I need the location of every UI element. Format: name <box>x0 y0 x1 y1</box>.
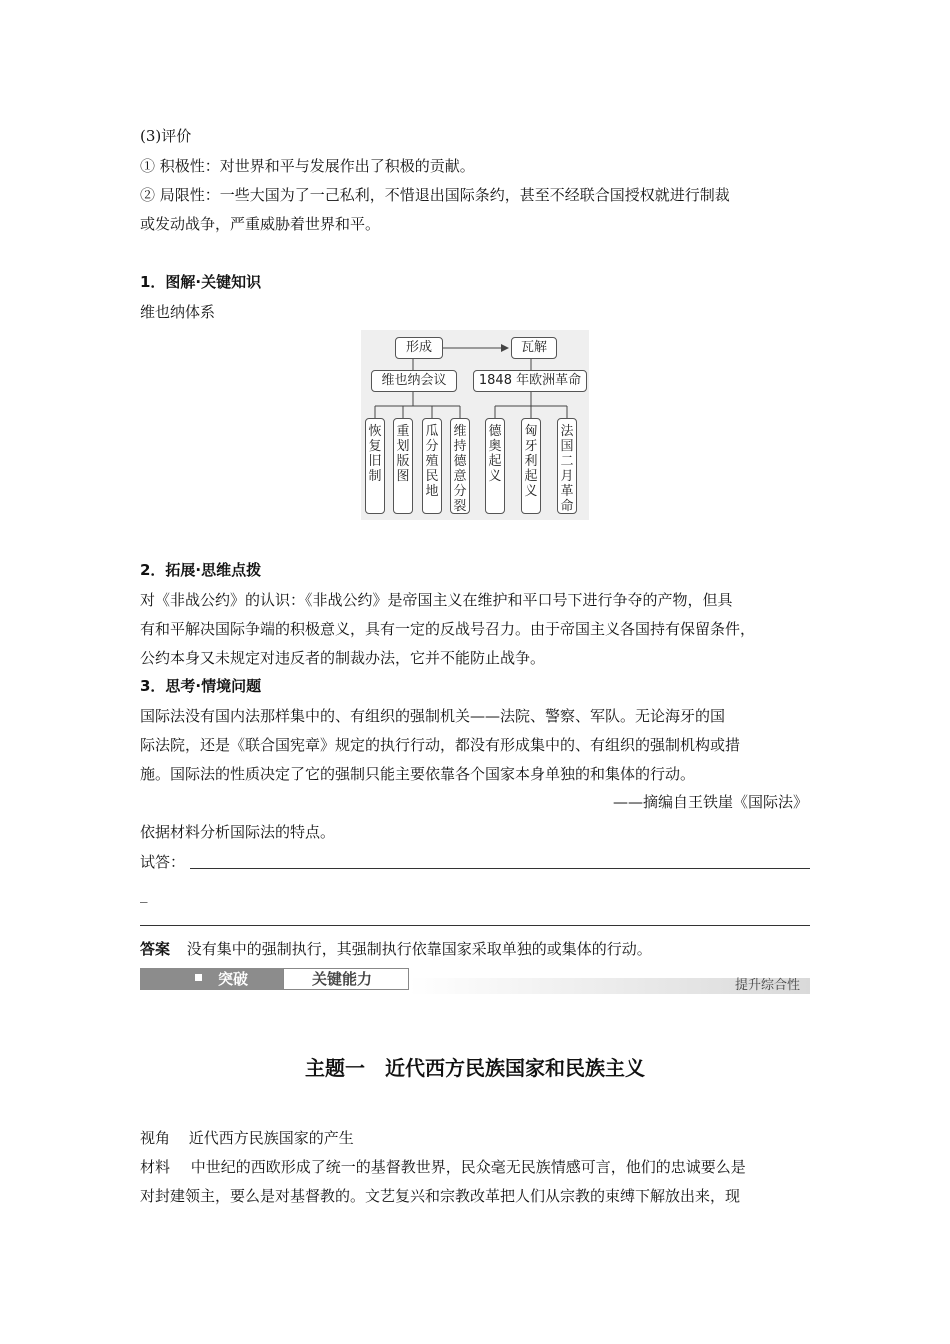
revolution-1848-box: 1848 年欧洲革命 <box>473 370 587 392</box>
banner-right-text: 提升综合性 <box>734 978 800 993</box>
section-banner <box>140 966 810 994</box>
divide-colonies-box: 瓜分殖民地 <box>422 418 442 514</box>
material-line-2: 对封建领主，要么是对基督教的。文艺复兴和宗教改革把人们从宗教的束缚下解放出来，现 <box>140 1187 741 1205</box>
banner-label: 关键能力 <box>312 970 373 988</box>
section1-subtitle: 维也纳体系 <box>140 303 216 321</box>
eval-point-2-line-1: ② 局限性：一些大国为了一己私利，不惜退出国际条约，甚至不经联合国授权就进行制裁 <box>140 186 730 204</box>
answer-input-line-2[interactable] <box>140 925 810 926</box>
answer-label: 答案 <box>140 940 171 958</box>
collapse-box: 瓦解 <box>511 337 557 359</box>
answer-text: 没有集中的强制执行，其强制执行依靠国家采取单独的或集体的行动。 <box>186 940 652 958</box>
formation-box: 形成 <box>395 337 443 359</box>
section2-line-3: 公约本身又未规定对违反者的制裁办法，它并不能防止战争。 <box>140 649 546 667</box>
answer-input-line-1[interactable] <box>190 868 810 869</box>
eval-point-2-line-2: 或发动战争，严重威胁着世界和平。 <box>140 215 381 233</box>
section2-line-2: 有和平解决国际争端的积极意义，具有一定的反战号召力。由于帝国主义各国持有保留条件， <box>140 620 756 638</box>
square-icon <box>195 974 202 981</box>
eval-point-1: ① 积极性：对世界和平与发展作出了积极的贡献。 <box>140 157 475 175</box>
material-line-1: 中世纪的西欧形成了统一的基督教世界，民众毫无民族情感可言，他们的忠诚要么是 <box>190 1158 746 1176</box>
section3-line-2: 际法院，还是《联合国宪章》规定的执行行动，都没有形成集中的、有组织的强制机构或措 <box>140 736 741 754</box>
theme-title: 主题一 近代西方民族国家和民族主义 <box>305 1056 645 1080</box>
french-february-revolution-box: 法国二月革命 <box>557 418 577 514</box>
material-label: 材料 <box>140 1158 171 1176</box>
german-austrian-uprising-box: 德奥起义 <box>485 418 505 514</box>
section2-line-1: 对《非战公约》的认识：《非战公约》是帝国主义在维护和平口号下进行争夺的产物，但具 <box>140 591 733 609</box>
keep-germany-italy-divided-box: 维持德意分裂 <box>450 418 470 514</box>
answer-continuation-mark: _ <box>140 885 148 903</box>
section3-line-3: 施。国际法的性质决定了它的强制只能主要依靠各个国家本身单独的和集体的行动。 <box>140 765 696 783</box>
vienna-system-diagram <box>361 330 589 520</box>
answer-row <box>140 939 652 959</box>
redraw-map-box: 重划版图 <box>393 418 413 514</box>
eval-heading: (3)评价 <box>140 127 192 145</box>
section1-title: 1．图解·关键知识 <box>140 273 262 291</box>
banner-tag-bg <box>140 968 283 990</box>
material-source: ——摘编自王铁崖《国际法》 <box>612 793 808 811</box>
section3-title: 3．思考·情境问题 <box>140 677 262 695</box>
material-row-1 <box>140 1157 746 1177</box>
banner-tag: 突破 <box>218 970 249 988</box>
section3-line-1: 国际法没有国内法那样集中的、有组织的强制机关——法院、警察、军队。无论海牙的国 <box>140 707 726 725</box>
question-text: 依据材料分析国际法的特点。 <box>140 823 336 841</box>
hungarian-uprising-box: 匈牙利起义 <box>521 418 541 514</box>
angle-text: 近代西方民族国家的产生 <box>188 1129 354 1147</box>
angle-label: 视角 <box>140 1129 171 1147</box>
angle-row <box>140 1128 354 1148</box>
restore-old-order-box: 恢复旧制 <box>365 418 385 514</box>
section2-title: 2．拓展·思维点拨 <box>140 561 262 579</box>
try-answer-label: 试答： <box>140 853 186 871</box>
vienna-congress-box: 维也纳会议 <box>371 370 457 392</box>
